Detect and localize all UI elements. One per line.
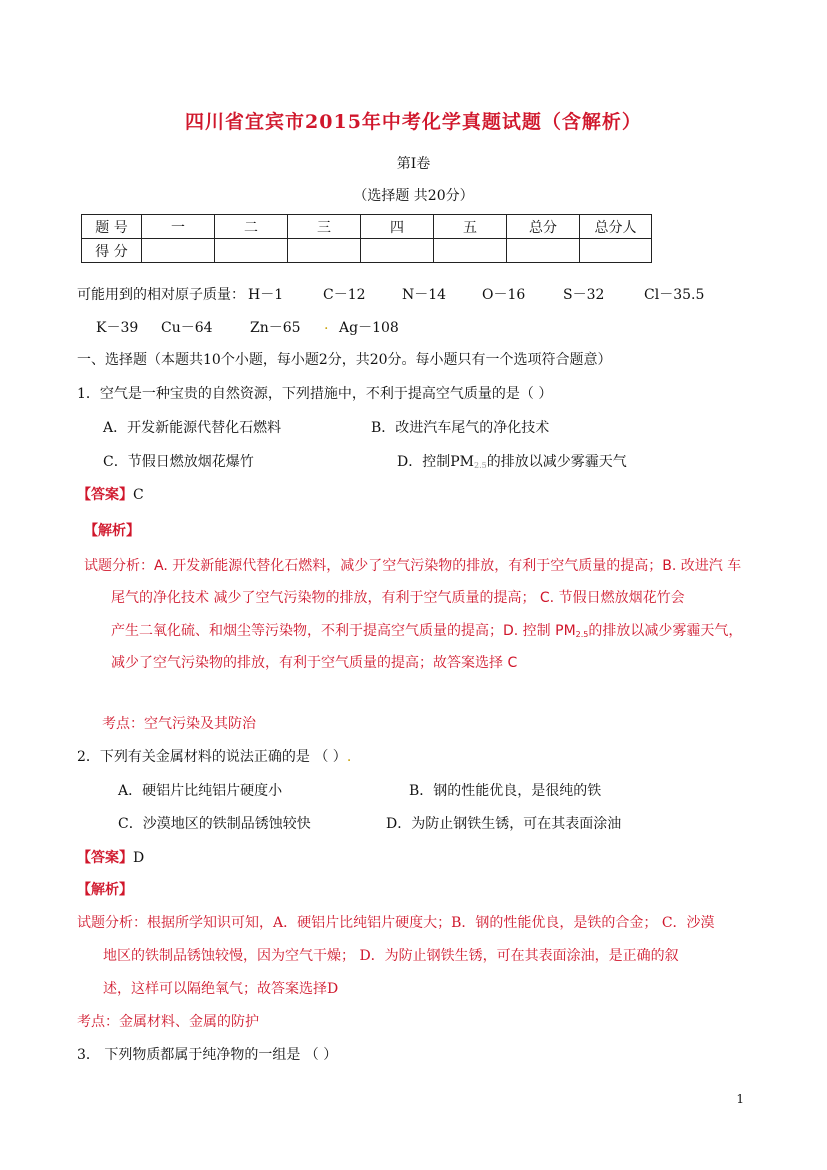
atomic-mass-item: Cl－35.5 <box>644 287 705 303</box>
atomic-mass-item: C－12 <box>323 287 366 303</box>
page-number: 1 <box>736 1092 744 1106</box>
analysis-label: 【解析】 <box>77 882 133 898</box>
analysis-line: 试题分析：A. 开发新能源代替化石燃料，减少了空气污染物的排放，有利于空气质量的提高；B. 改进汽 车 <box>84 558 742 574</box>
answer-label: 【答案】 <box>77 487 133 503</box>
score-header-cell: 三 <box>288 215 361 239</box>
analysis-label: 【解析】 <box>84 523 140 539</box>
score-header-cell: 四 <box>361 215 434 239</box>
question-stem: 3． 下列物质都属于纯净物的一组是 （ ） <box>77 1047 338 1063</box>
atomic-mass-item: S－32 <box>563 287 605 303</box>
score-cell[interactable] <box>361 239 434 263</box>
score-table-header-row <box>82 215 652 239</box>
option-d-text: 的排放以减少雾霾天气 <box>486 454 627 470</box>
option-a: A．开发新能源代替化石燃料 <box>103 420 282 436</box>
atomic-mass-item: O－16 <box>482 287 526 303</box>
answer-value: D <box>133 850 145 866</box>
score-header-cell: 五 <box>434 215 507 239</box>
analysis-line: 试题分析：根据所学知识可知，A．硬铝片比纯铝片硬度大；B．钢的性能优良，是铁的合金； C．沙漠 <box>77 915 715 931</box>
option-d <box>397 451 627 471</box>
score-cell[interactable] <box>507 239 580 263</box>
score-cell[interactable] <box>142 239 215 263</box>
answer-value: C <box>133 487 144 503</box>
volume-note: （选择题 共20分） <box>353 188 474 204</box>
option-b: B．改进汽车尾气的净化技术 <box>371 420 550 436</box>
question-stem-text: 2．下列有关金属材料的说法正确的是 （ ） <box>77 749 347 765</box>
atomic-mass-item: N－14 <box>402 287 447 303</box>
volume-heading: 第Ⅰ卷 <box>396 156 431 172</box>
option-d: D．为防止钢铁生锈，可在其表面涂油 <box>386 816 622 832</box>
score-header-cell: 一 <box>142 215 215 239</box>
score-cell[interactable] <box>288 239 361 263</box>
kaodian: 考点：空气污染及其防治 <box>102 716 256 732</box>
score-header-cell: 总分 <box>507 215 580 239</box>
score-cell[interactable] <box>580 239 652 263</box>
answer-label: 【答案】 <box>77 850 133 866</box>
atomic-mass-item: K－39 <box>96 320 139 336</box>
option-b: B．钢的性能优良，是很纯的铁 <box>409 783 602 799</box>
score-header-cell: 总分人 <box>580 215 652 239</box>
question-stem <box>77 746 351 766</box>
stray-dot: . <box>346 749 352 765</box>
analysis-line: 地区的铁制品锈蚀较慢，因为空气干燥； D．为防止钢铁生锈，可在其表面涂油，是正确的叙 <box>103 948 679 964</box>
score-cell[interactable] <box>434 239 507 263</box>
score-cell[interactable] <box>215 239 288 263</box>
score-table-score-row <box>82 239 652 263</box>
atomic-mass-item: Zn－65 <box>250 320 301 336</box>
option-a: A．硬铝片比纯铝片硬度小 <box>118 783 283 799</box>
stray-dot: . <box>324 317 329 333</box>
atomic-mass-item: H－1 <box>248 287 284 303</box>
answer-line <box>77 484 144 504</box>
kaodian: 考点：金属材料、金属的防护 <box>77 1014 259 1030</box>
answer-line <box>77 847 144 867</box>
score-header-cell: 题 号 <box>82 215 142 239</box>
score-header-cell: 二 <box>215 215 288 239</box>
option-d-text: D．控制PM <box>397 454 474 470</box>
page-title: 四川省宜宾市2015年中考化学真题试题（含解析） <box>185 111 642 133</box>
score-table <box>81 214 652 263</box>
atomic-mass-item: Ag－108 <box>339 320 399 336</box>
section-heading: 一、选择题（本题共10个小题，每小题2分，共20分。每小题只有一个选项符合题意） <box>77 352 612 368</box>
analysis-text: 产生二氧化硫、和烟尘等污染物，不利于提高空气质量的提高；D. 控制 PM <box>111 623 576 639</box>
subscript: 2.5 <box>575 630 589 639</box>
atomic-mass-item: Cu－64 <box>161 320 213 336</box>
analysis-line: 述，这样可以隔绝氧气；故答案选择D <box>103 981 339 997</box>
option-c: C．沙漠地区的铁制品锈蚀较快 <box>118 816 311 832</box>
question-stem: 1．空气是一种宝贵的自然资源，下列措施中，不利于提高空气质量的是（ ） <box>77 386 553 402</box>
subscript: 2.5 <box>473 461 487 470</box>
option-c: C．节假日燃放烟花爆竹 <box>103 454 254 470</box>
score-row-label: 得 分 <box>82 239 142 263</box>
analysis-line: 尾气的净化技术 减少了空气污染物的排放，有利于空气质量的提高； C. 节假日燃放烟花竹会 <box>111 590 685 606</box>
analysis-text: 的排放以减少雾霾天气， <box>588 623 743 639</box>
atomic-mass-label: 可能用到的相对原子质量： <box>77 287 245 303</box>
analysis-line <box>111 620 742 640</box>
analysis-line: 减少了空气污染物的排放，有利于空气质量的提高；故答案选择 C <box>111 655 518 671</box>
